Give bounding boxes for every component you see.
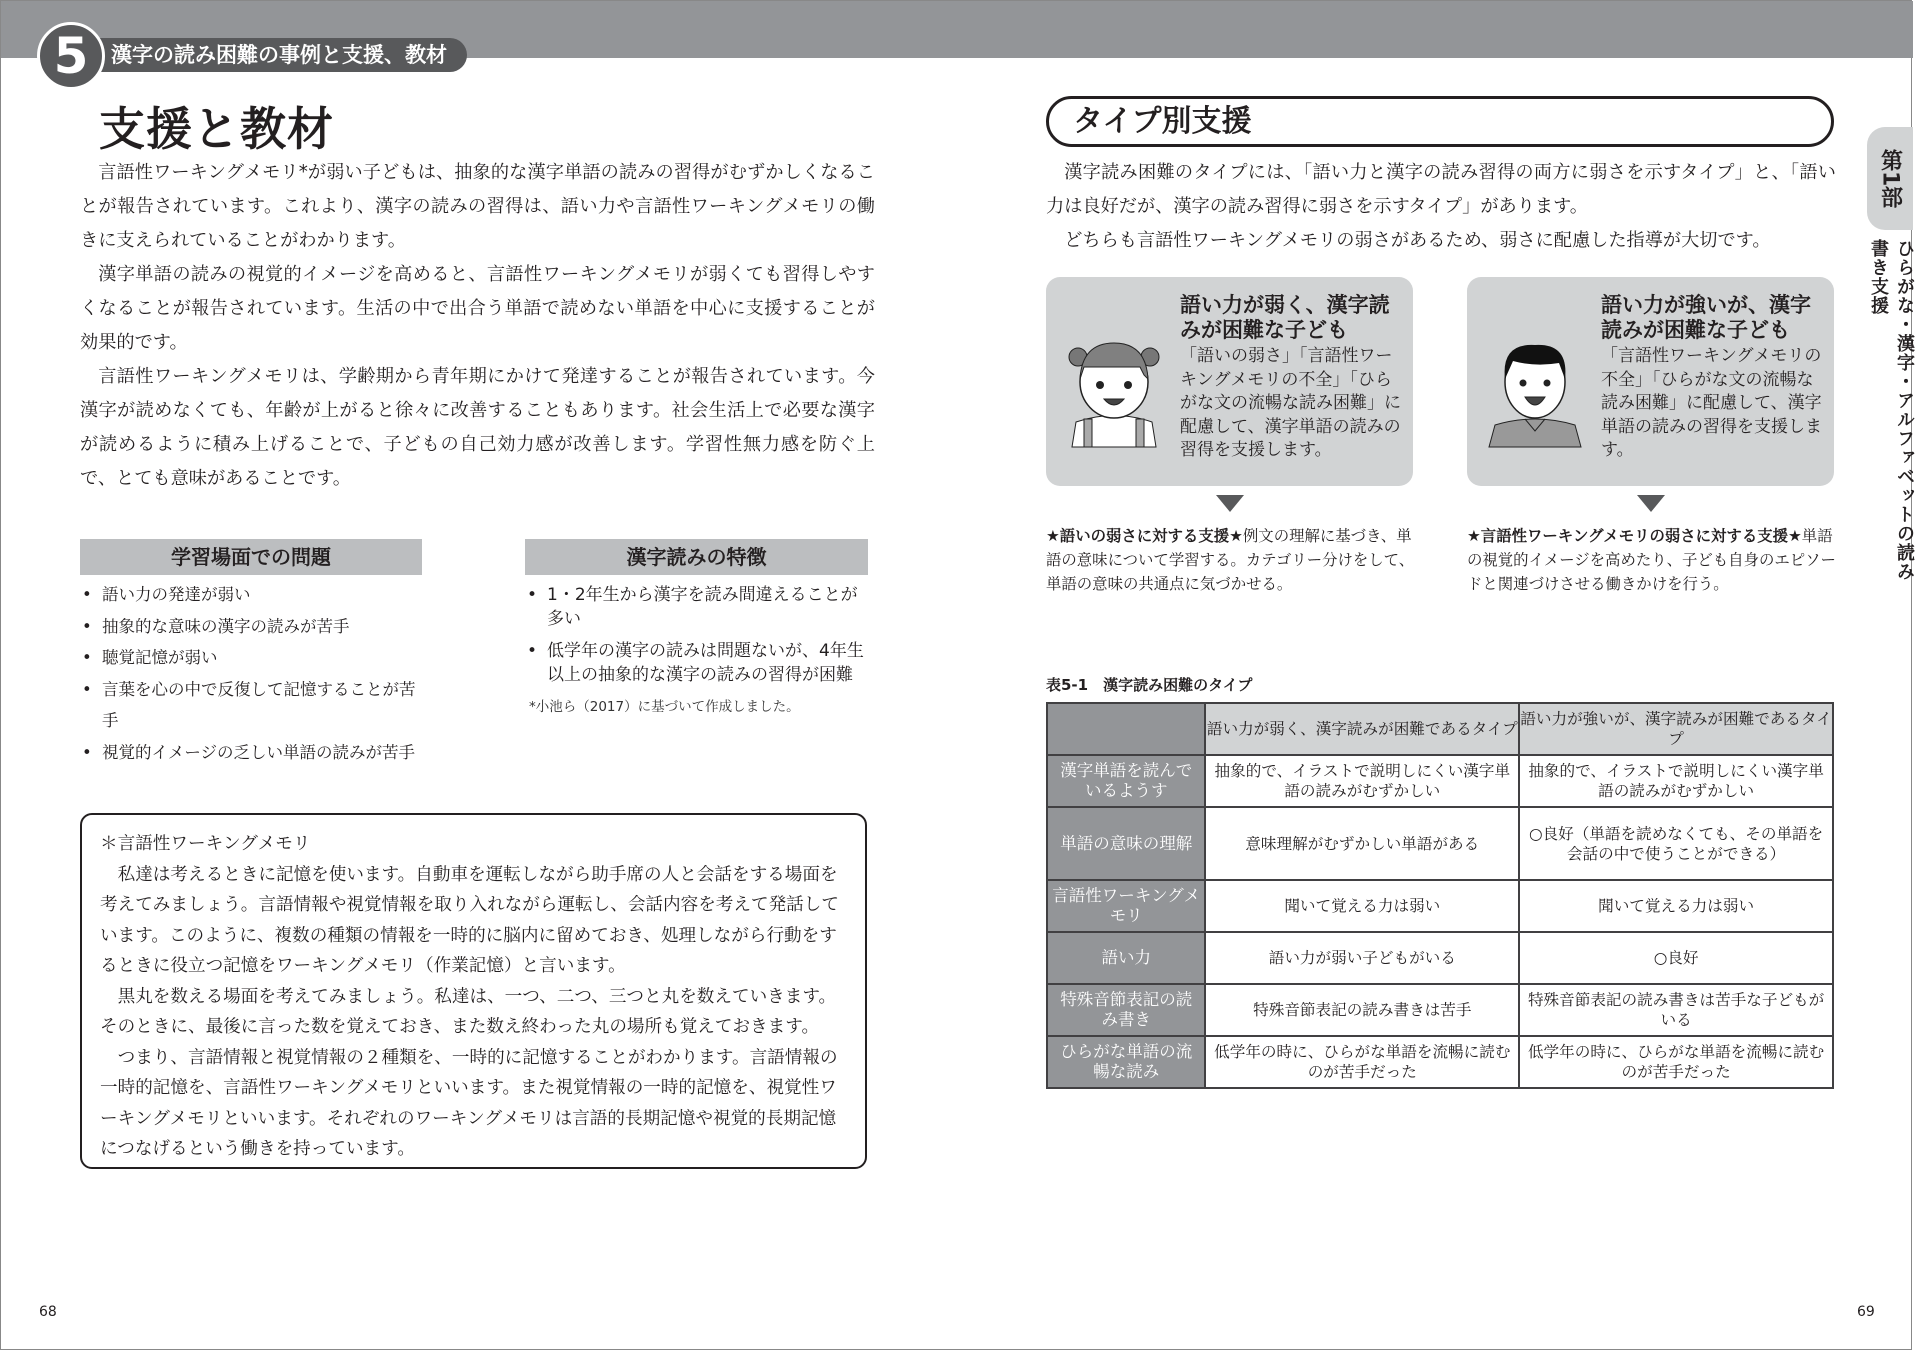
problems-list (80, 579, 422, 768)
card-title: 語い力が強いが、漢字読みが困難な子ども (1601, 293, 1811, 342)
problems-box (80, 539, 422, 768)
type-intro (1046, 156, 1836, 258)
page-number-right: 69 (1857, 1304, 1875, 1320)
features-box (525, 539, 868, 715)
cell: 特殊音節表記の読み書きは苦手 (1205, 984, 1519, 1036)
row-header: 言語性ワーキングメモリ (1047, 880, 1205, 932)
page-number-left: 68 (39, 1304, 57, 1320)
cell: 抽象的で、イラストで説明しにくい漢字単語の読みがむずかしい (1519, 755, 1833, 807)
note-paragraph: 黒丸を数える場面を考えてみましょう。私達は、一つ、二つ、三つと丸を数えていきます。そのときに、最後に言った数を覚えておき、また数え終わった丸の場所も覚えておきます。 (100, 986, 837, 1037)
cell: 聞いて覚える力は弱い (1205, 880, 1519, 932)
cell: 抽象的で、イラストで説明しにくい漢字単語の読みがむずかしい (1205, 755, 1519, 807)
part-title: ひらがな・漢字・アルファベットの読み書き支援 (1868, 239, 1915, 581)
intro-text (80, 156, 875, 496)
features-list (525, 583, 868, 687)
list-item: • 視覚的イメージの乏しい単語の読みが苦手 (80, 737, 422, 769)
page-heading: 支援と教材 (99, 102, 334, 156)
cell: 意味理解がむずかしい単語がある (1205, 807, 1519, 880)
cell: 低学年の時に、ひらがな単語を流暢に読むのが苦手だった (1205, 1036, 1519, 1088)
card-text: 「言語性ワーキングメモリの不全」「ひらがな文の流暢な読み困難」に配慮して、漢字単語の読みの習得を支援します。 (1601, 346, 1822, 460)
table-caption: 表5-1 漢字読み困難のタイプ (1046, 676, 1253, 694)
row-header: ひらがな単語の流暢な読み (1047, 1036, 1205, 1088)
table-row (1047, 880, 1833, 932)
note-paragraph: 私達は考えるときに記憶を使います。自動車を運転しながら助手席の人と会話をする場面を考えてみましょう。言語情報や視覚情報を取り入れながら運転し、会話内容を考えて発話しています。このように、複数の種類の情報を一時的に脳内に留めておき、処理しながら行動をするときに役立つ記憶をワーキングメモリ（作業記憶）と言います。 (100, 864, 839, 976)
header-cell (1047, 703, 1205, 755)
cell: 語い力が弱い子どもがいる (1205, 932, 1519, 984)
card-title: 語い力が弱く、漢字読みが困難な子ども (1180, 293, 1390, 342)
paragraph: どちらも言語性ワーキングメモリの弱さがあるため、弱さに配慮した指導が大切です。 (1064, 230, 1771, 251)
support-label: ★語いの弱さに対する支援★ (1046, 527, 1243, 545)
note-title: ＊言語性ワーキングメモリ (100, 834, 311, 854)
row-header: 単語の意味の理解 (1047, 807, 1205, 880)
row-header: 特殊音節表記の読み書き (1047, 984, 1205, 1036)
table-row (1047, 984, 1833, 1036)
cell: ○良好 (1519, 932, 1833, 984)
features-title: 漢字読みの特徴 (525, 539, 868, 575)
table-row (1047, 1036, 1833, 1088)
kanji-difficulty-table (1046, 702, 1834, 1089)
girl-illustration-icon (1064, 327, 1164, 447)
paragraph: 言語性ワーキングメモリは、学齢期から青年期にかけて発達することが報告されています。今漢字が読めなくても、年齢が上がると徐々に改善することもあります。社会生活上で必要な漢字が読めるように積み上げることで、子どもの自己効力感が改善します。学習性無力感を防ぐ上で、とても意味があることです。 (80, 366, 875, 489)
cell: 特殊音節表記の読み書きは苦手な子どもがいる (1519, 984, 1833, 1036)
list-item: • 言葉を心の中で反復して記憶することが苦手 (80, 674, 422, 737)
cell: ○良好（単語を読めなくても、その単語を会話の中で使うことができる） (1519, 807, 1833, 880)
row-header: 漢字単語を読んでいるようす (1047, 755, 1205, 807)
table-row (1047, 932, 1833, 984)
type-card-weak-vocab (1046, 277, 1413, 486)
note-box (80, 813, 867, 1169)
list-item: • 聴覚記憶が弱い (80, 642, 422, 674)
header-cell: 語い力が弱く、漢字読みが困難であるタイプ (1205, 703, 1519, 755)
type-card-strong-vocab (1467, 277, 1834, 486)
arrow-down-icon (1216, 495, 1244, 512)
list-item: • 抽象的な意味の漢字の読みが苦手 (80, 611, 422, 643)
card-text: 「語いの弱さ」「言語性ワーキングメモリの不全」「ひらがな文の流暢な読み困難」に配慮して、漢字単語の読みの習得を支援します。 (1180, 346, 1401, 460)
problems-title: 学習場面での問題 (80, 539, 422, 575)
chapter-title: 漢字の読み困難の事例と支援、教材 (81, 38, 467, 72)
note-paragraph: つまり、言語情報と視覚情報の２種類を、一時的に記憶することがわかります。言語情報の一時的記憶を、言語性ワーキングメモリといいます。また視覚情報の一時的記憶を、視覚性ワーキングメモリといいます。それぞれのワーキングメモリは言語的長期記憶や視覚的長期記憶につなげるという働きを持っています。 (100, 1047, 838, 1159)
paragraph: 言語性ワーキングメモリ*が弱い子どもは、抽象的な漢字単語の読みの習得がむずかしくなることが報告されています。これより、漢字の読みの習得は、語い力や言語性ワーキングメモリの働きに支えられていることがわかります。 (80, 162, 875, 251)
list-item: • 低学年の漢字の読みは問題ないが、4年生以上の抽象的な漢字の読みの習得が困難 (525, 639, 868, 687)
header-cell: 語い力が強いが、漢字読みが困難であるタイプ (1519, 703, 1833, 755)
list-item: • 語い力の発達が弱い (80, 579, 422, 611)
section-heading: タイプ別支援 (1046, 96, 1834, 147)
table-row (1047, 807, 1833, 880)
support-text-wm (1467, 524, 1837, 596)
support-body: 単語の視覚的イメージを高めたり、子ども自身のエピソードと関連づけさせる働きかけを行う。 (1467, 527, 1836, 593)
paragraph: 漢字読み困難のタイプには、「語い力と漢字の読み習得の両方に弱さを示すタイプ」と、「語い力は良好だが、漢字の読み習得に弱さを示すタイプ」があります。 (1046, 162, 1836, 217)
support-text-vocab (1046, 524, 1416, 596)
source-note: *小池ら（2017）に基づいて作成しました。 (529, 699, 800, 715)
list-item: • 1・2年生から漢字を読み間違えることが多い (525, 583, 868, 631)
cell: 低学年の時に、ひらがな単語を流暢に読むのが苦手だった (1519, 1036, 1833, 1088)
table-row (1047, 755, 1833, 807)
row-header: 語い力 (1047, 932, 1205, 984)
table-header-row (1047, 703, 1833, 755)
paragraph: 漢字単語の読みの視覚的イメージを高めると、言語性ワーキングメモリが弱くても習得しやすくなることが報告されています。生活の中で出合う単語で読めない単語を中心に支援することが効果的です。 (80, 264, 875, 353)
boy-illustration-icon (1485, 327, 1585, 447)
arrow-down-icon (1637, 495, 1665, 512)
support-label: ★言語性ワーキングメモリの弱さに対する支援★ (1467, 527, 1802, 545)
part-tab: 第1部 (1867, 127, 1913, 230)
support-body: 例文の理解に基づき、単語の意味について学習する。カテゴリー分けをして、単語の意味の共通点に気づかせる。 (1046, 527, 1415, 593)
cell: 聞いて覚える力は弱い (1519, 880, 1833, 932)
chapter-number: 5 (37, 22, 105, 90)
